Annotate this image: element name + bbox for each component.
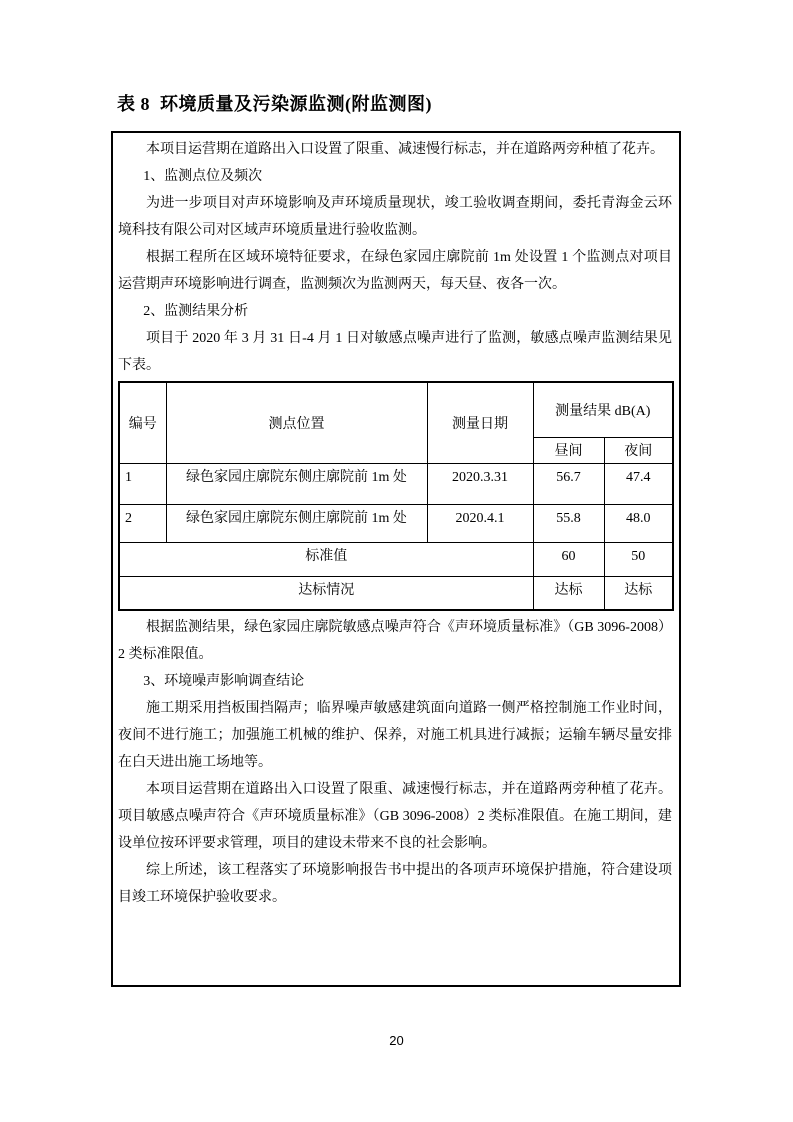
standard-value-row (119, 542, 673, 576)
page-title: 表 8 环境质量及污染源监测(附监测图) (117, 94, 432, 114)
cell-night-value: 48.0 (604, 504, 673, 542)
paragraph-conclusion: 综上所述，该工程落实了环境影响报告书中提出的各项声环境保护措施，符合建设项目竣工环境保护验收要求。 (118, 863, 672, 905)
cell-no: 2 (119, 504, 166, 542)
cell-day-value: 56.7 (533, 463, 604, 504)
column-header-location: 测点位置 (166, 382, 427, 463)
compliance-label: 达标情况 (119, 576, 533, 610)
paragraph-intro: 本项目运营期在道路出入口设置了限重、减速慢行标志，并在道路两旁种植了花卉。 (146, 142, 664, 157)
table-row (119, 504, 673, 542)
column-header-day: 昼间 (533, 437, 604, 463)
column-header-result: 测量结果 dB(A) (533, 382, 673, 437)
standard-night-value: 50 (604, 542, 673, 576)
column-header-no: 编号 (119, 382, 166, 463)
paragraph-operation-measures: 本项目运营期在道路出入口设置了限重、减速慢行标志，并在道路两旁种植了花卉。项目敏感点噪声符合《声环境质量标准》（GB 3096-2008）2 类标准限值。在施工期间，建设单位按环评要求管理，项目的建设未带来不良的社会影响。 (118, 782, 672, 851)
cell-location: 绿色家园庄廓院东侧庄廓院前 1m 处 (166, 504, 427, 542)
paragraph-commission: 为进一步项目对声环境影响及声环境质量现状，竣工验收调查期间，委托青海金云环境科技有限公司对区域声环境质量进行验收监测。 (118, 196, 672, 238)
paragraph-monitoring-point: 根据工程所在区域环境特征要求，在绿色家园庄廓院前 1m 处设置 1 个监测点对项目运营期声环境影响进行调查，监测频次为监测两天，每天昼、夜各一次。 (118, 250, 672, 292)
paragraph-monitoring-dates: 项目于 2020 年 3 月 31 日-4 月 1 日对敏感点噪声进行了监测，敏感点噪声监测结果见下表。 (118, 331, 672, 373)
compliance-row (119, 576, 673, 610)
page-number: 20 (389, 1033, 404, 1048)
standard-value-label: 标准值 (119, 542, 533, 576)
noise-monitoring-table (118, 381, 674, 611)
column-header-night: 夜间 (604, 437, 673, 463)
cell-date: 2020.4.1 (427, 504, 533, 542)
table-header-row (119, 382, 673, 437)
table-row (119, 463, 673, 504)
standard-day-value: 60 (533, 542, 604, 576)
paragraph-result-analysis: 根据监测结果，绿色家园庄廓院敏感点噪声符合《声环境质量标准》（GB 3096-2008）2 类标准限值。 (118, 620, 672, 662)
paragraph-construction-measures: 施工期采用挡板围挡隔声；临界噪声敏感建筑面向道路一侧严格控制施工作业时间，夜间不进行施工；加强施工机械的维护、保养，对施工机具进行减振；运输车辆尽量安排在白天进出施工场地等。 (118, 701, 672, 770)
column-header-date: 测量日期 (427, 382, 533, 463)
compliance-day-value: 达标 (533, 576, 604, 610)
cell-location: 绿色家园庄廓院东侧庄廓院前 1m 处 (166, 463, 427, 504)
cell-night-value: 47.4 (604, 463, 673, 504)
section-heading-3: 3、环境噪声影响调查结论 (143, 674, 305, 689)
section-heading-1: 1、监测点位及频次 (143, 169, 263, 184)
cell-date: 2020.3.31 (427, 463, 533, 504)
cell-no: 1 (119, 463, 166, 504)
cell-day-value: 55.8 (533, 504, 604, 542)
compliance-night-value: 达标 (604, 576, 673, 610)
content-box (111, 131, 681, 987)
section-heading-2: 2、监测结果分析 (143, 304, 249, 319)
